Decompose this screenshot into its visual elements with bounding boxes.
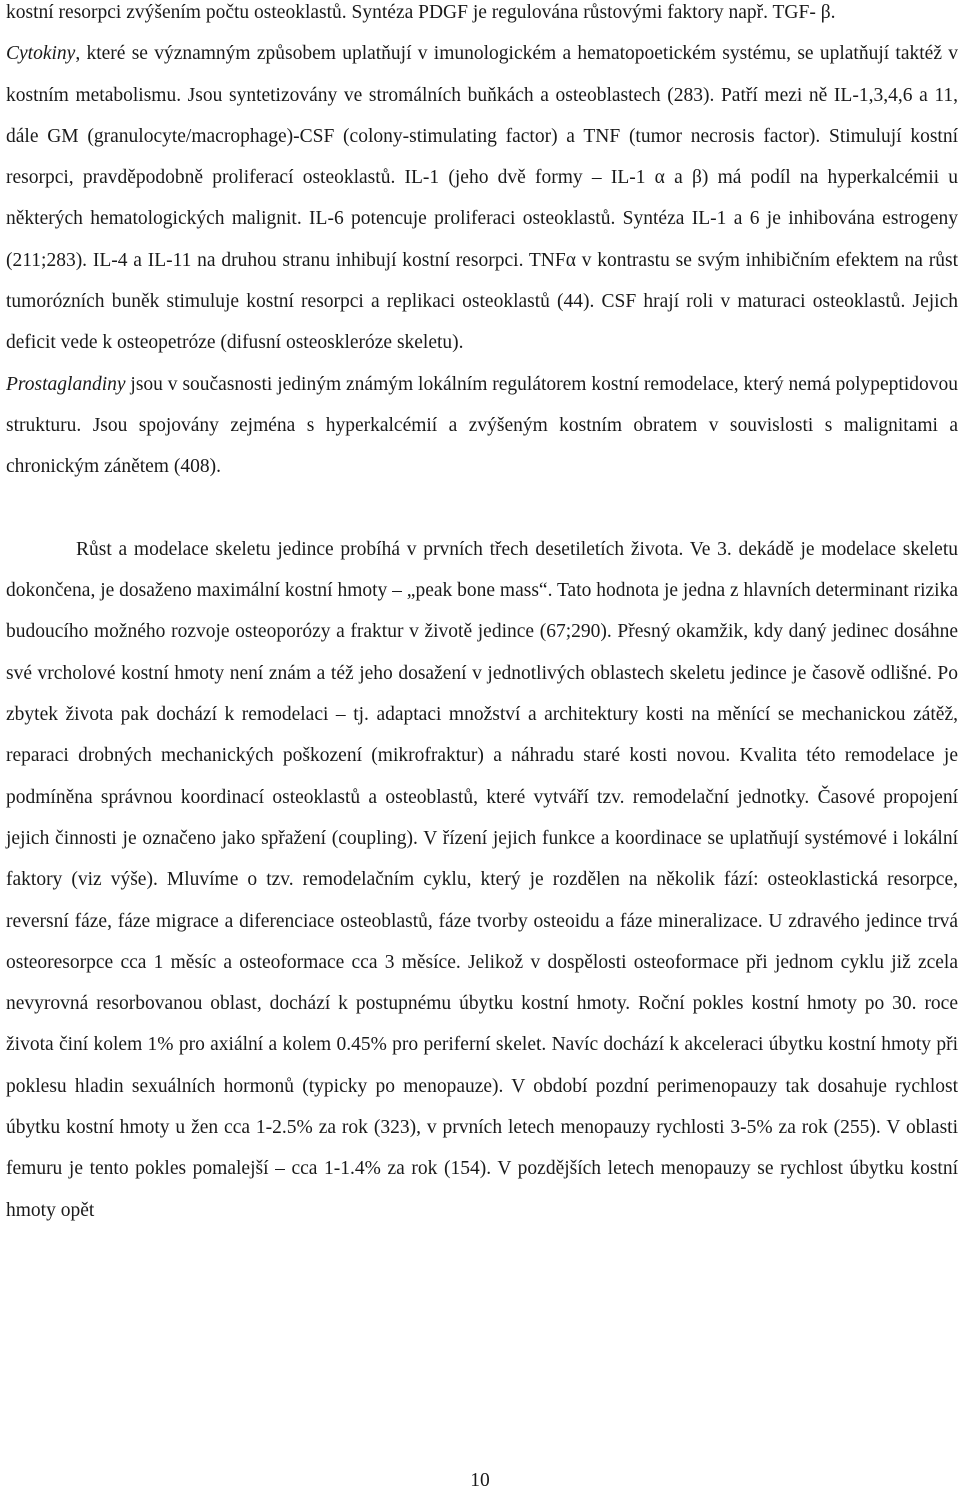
paragraph-text: Růst a modelace skeletu jedince probíhá v prvních třech desetiletích života. Ve 3. dekádě je modelace skeletu dokončena, je dosaženo maximální kostní hmoty – „peak bone mass“. Tato hodnota je jedna z hlavních determinant rizika budoucího možného rozvoje osteoporózy a fraktur v životě jedince (67;290). Přesný okamžik, kdy daný jedinec dosáhne své vrcholové kostní hmoty není znám a též jeho dosažení v jednotlivých oblastech skeletu jedince je časově odlišné. Po zbytek života pak dochází k remodelaci – tj. adaptaci množství a architektury kosti na měnící se mechanickou zátěž, reparaci drobných mechanických poškození (mikrofraktur) a náhradu staré kosti novou. Kvalita této remodelace je podmíněna správnou koordinací osteoklastů a osteoblastů, které vytváří tzv. remodelační jednotky. Časové propojení jejich činnosti je označeno jako spřažení (coupling). V řízení jejich funkce a koordinace se uplatňují systémové i lokální faktory (viz výše). Mluvíme o tzv. remodelačním cyklu, který je rozdělen na několik fází: osteoklastická resorpce, reversní fáze, fáze migrace a diferenciace osteoblastů, fáze tvorby osteoidu a fáze mineralizace. U zdravého jedince trvá osteoresorpce cca 1 měsíc a osteoformace cca 3 měsíce. Jelikož v dospělosti osteoformace při jednom cyklu již zcela nevyrovná resorbovanou oblast, dochází k postupnému úbytku kostní hmoty. Roční pokles kostní hmoty po 30. roce života činí kolem 1% pro axiální a kolem 0.45% pro periferní skelet. Navíc dochází k akceleraci úbytku kostní hmoty při poklesu hladin sexuálních hormonů (typicky po menopauze). V období pozdní perimenopauzy tak dosahuje rychlost úbytku kostní hmoty u žen cca 1-2.5% za rok (323), v prvních letech menopauzy rychlosti 3-5% za rok (255). V oblasti femuru je tento pokles pomalejší – cca 1-1.4% za rok (154). V pozdějších letech menopauzy se rychlost úbytku kostní hmoty opět — [6, 538, 958, 1221]
paragraph-text: kostní resorpci zvýšením počtu osteoklastů. Syntéza PDGF je regulována růstovými faktory např. TGF- β. — [6, 2, 836, 23]
document-page — [6, 0, 958, 1231]
paragraph-cytokines — [6, 33, 958, 363]
paragraph-text: , které se významným způsobem uplatňují v imunologickém a hematopoetickém systému, se uplatňují taktéž v kostním metabolismu. Jsou syntetizovány ve stromálních buňkách a osteoblastech (283). Patří mezi ně IL-1,3,4,6 a 11, dále GM (granulocyte/macrophage)-CSF (colony-stimulating factor) a TNF (tumor necrosis factor). Stimulují kostní resorpci, pravděpodobně proliferací osteoklastů. IL-1 (jeho dvě formy – IL-1 α a β) má podíl na hyperkalcémii u některých hematologických malignit. IL-6 potencuje proliferaci osteoklastů. Syntéza IL-1 a 6 je inhibována estrogeny (211;283). IL-4 a IL-11 na druhou stranu inhibují kostní resorpci. TNFα v kontrastu se svým inhibičním efektem na růst tumorózních buněk stimuluje kostní resorpci a replikaci osteoklastů (44). CSF hrají roli v maturaci osteoklastů. Jejich deficit vede k osteopetróze (difusní osteoskleróze skeletu). — [6, 43, 958, 354]
paragraph-prostaglandins — [6, 364, 958, 488]
page-number: 10 — [470, 1470, 490, 1491]
paragraph-text: jsou v současnosti jediným známým lokálním regulátorem kostní remodelace, který nemá polypeptidovou strukturu. Jsou spojovány zejména s hyperkalcémií a zvýšeným kostním obratem v souvislosti s malignitami a chronickým zánětem (408). — [6, 373, 958, 478]
paragraph-pdgf — [6, 0, 958, 33]
term-prostaglandiny: Prostaglandiny — [6, 373, 126, 395]
paragraph-skeleton-growth — [6, 529, 958, 1231]
term-cytokiny: Cytokiny — [6, 43, 76, 65]
